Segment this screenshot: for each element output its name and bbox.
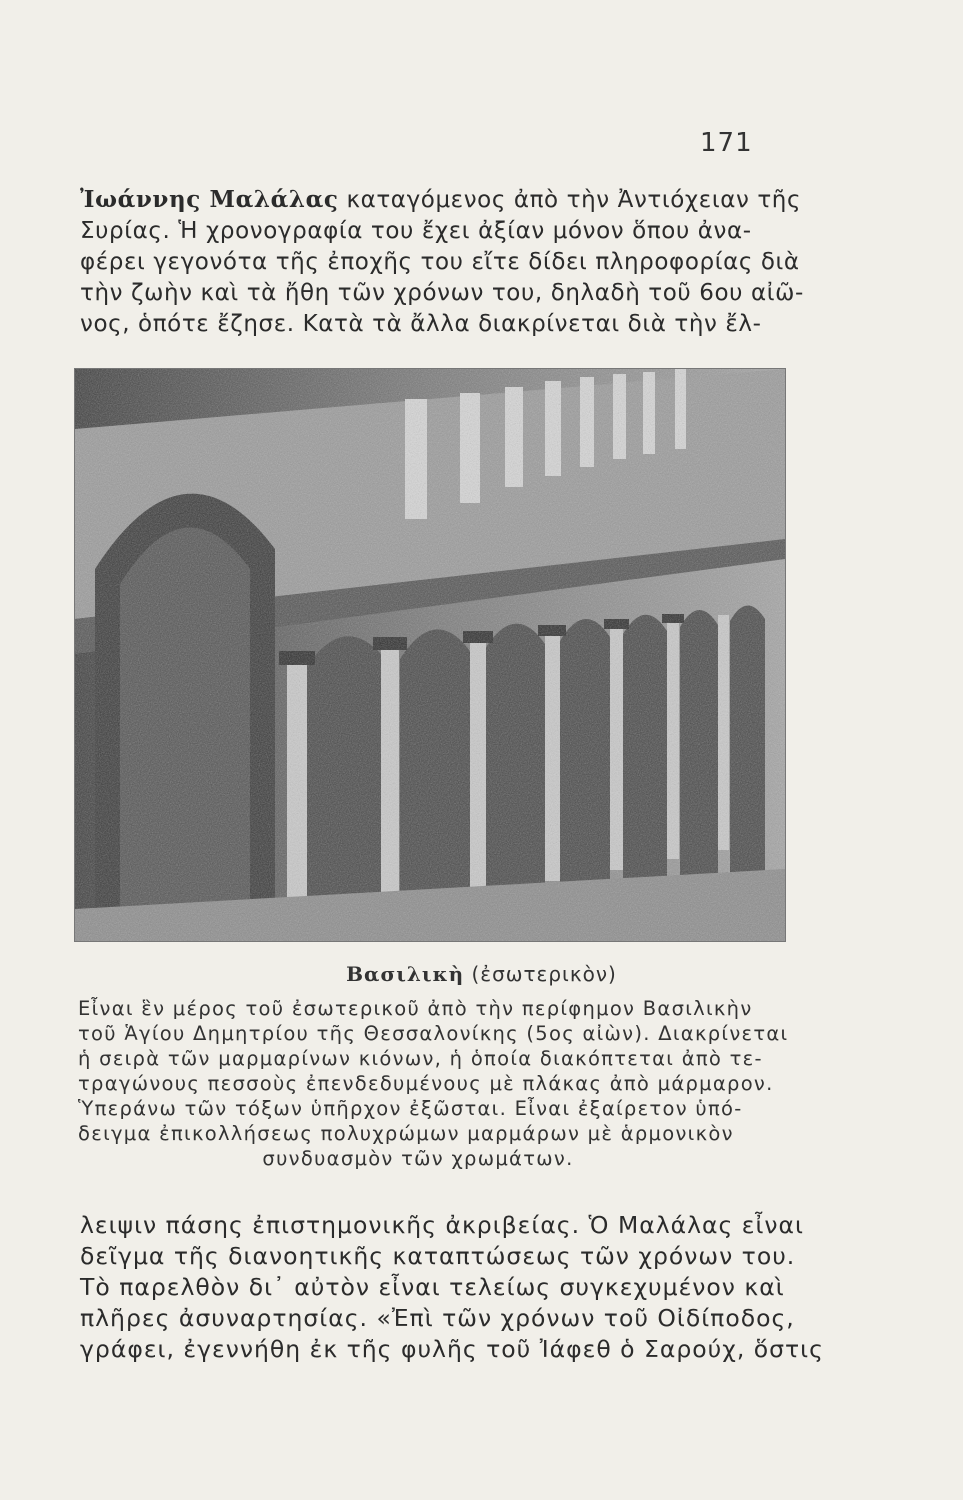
caption-line: δειγμα ἐπικολλήσεως πολυχρώμων μαρμάρων μὲ ἁρμονικὸν (78, 1122, 734, 1145)
caption-line: τραγώνους πεσσοὺς ἐπενδεδυμένους μὲ πλάκας ἀπὸ μάρμαρον. (78, 1072, 774, 1095)
text-line: Τὸ παρελθὸν δι᾽ αὐτὸν εἶναι τελείως συγκεχυμένον καὶ (80, 1273, 785, 1301)
caption-line: Εἶναι ἓν μέρος τοῦ ἐσωτερικοῦ ἀπὸ τὴν περίφημον Βασιλικὴν (78, 997, 753, 1020)
basilica-photo (74, 368, 786, 942)
text-line: νος, ὁπότε ἔζησε. Κατὰ τὰ ἄλλα διακρίνεται διὰ τὴν ἔλ- (80, 311, 762, 337)
paragraph-top (80, 184, 804, 340)
text-line: λειψιν πάσης ἐπιστημονικῆς ἀκριβείας. Ὁ Μαλάλας εἶναι (80, 1211, 804, 1239)
author-name: Ἰωάννης Μαλάλας (80, 186, 339, 213)
caption-line: Ὑπεράνω τῶν τόξων ὑπῆρχον ἐξῶσται. Εἶναι ἐξαίρετον ὑπό- (78, 1097, 743, 1120)
text-line: φέρει γεγονότα τῆς ἐποχῆς του εἴτε δίδει πληροφορίας διὰ (80, 249, 800, 275)
figure-caption (78, 996, 798, 1171)
paragraph-bottom (80, 1210, 824, 1365)
text-line: πλῆρες ἀσυναρτησίας. «Ἐπὶ τῶν χρόνων τοῦ Οἰδίποδος, (80, 1304, 795, 1332)
caption-line: τοῦ Ἁγίου Δημητρίου τῆς Θεσσαλονίκης (5ος αἰὼν). Διακρίνεται (78, 1022, 789, 1045)
caption-title: Βασιλικὴ (346, 962, 465, 986)
text-line: τὴν ζωὴν καὶ τὰ ἤθη τῶν χρόνων του, δηλαδὴ τοῦ 6ου αἰῶ- (80, 280, 804, 306)
caption-subtitle: (ἐσωτερικὸν) (471, 962, 617, 986)
text-line: Συρίας. Ἡ χρονογραφία του ἔχει ἀξίαν μόνον ὅπου ἀνα- (80, 218, 752, 244)
caption-line: ἡ σειρὰ τῶν μαρμαρίνων κιόνων, ἡ ὁποία διακόπτεται ἀπὸ τε- (78, 1047, 763, 1070)
caption-line: συνδυασμὸν τῶν χρωμάτων. (262, 1147, 574, 1170)
page-number: 171 (700, 128, 753, 158)
text-line: γράφει, ἐγεννήθη ἐκ τῆς φυλῆς τοῦ Ἰάφεθ ὁ Σαρούχ, ὅστις (80, 1335, 824, 1363)
colonnade-illustration (75, 369, 785, 941)
text-line: δεῖγμα τῆς διανοητικῆς καταπτώσεως τῶν χρόνων του. (80, 1242, 796, 1270)
figure-caption-title (0, 962, 963, 986)
text-line: Ἰωάννης Μαλάλας καταγόμενος ἀπὸ τὴν Ἀντιόχειαν τῆς (80, 186, 802, 213)
